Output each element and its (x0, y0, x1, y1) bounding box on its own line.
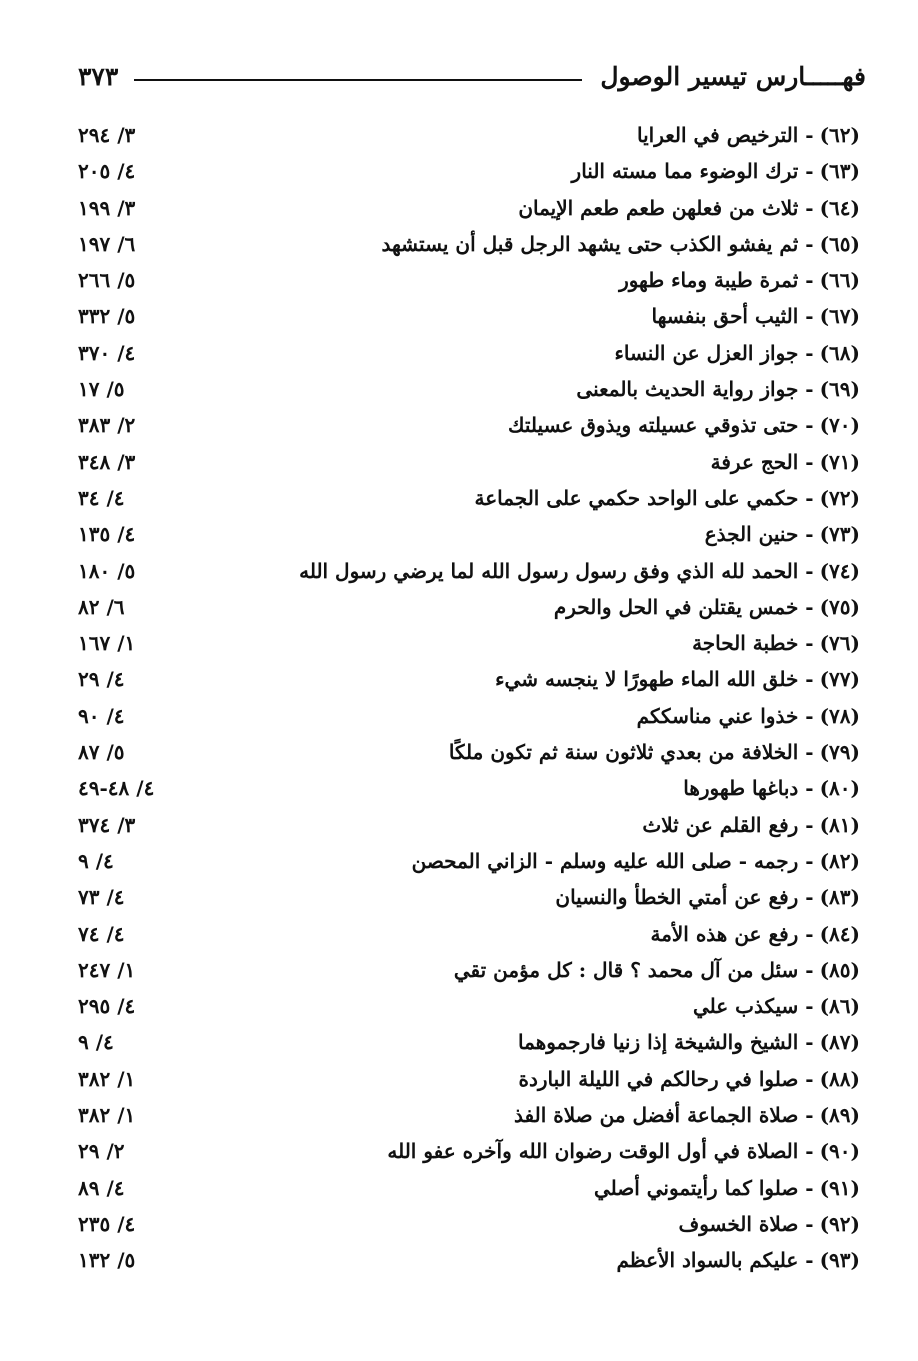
index-entry (78, 770, 860, 806)
index-entry (78, 117, 860, 153)
entry-text: - حتى تذوقي عسيلته ويذوق عسيلتك (508, 413, 814, 438)
entry-heading (678, 1206, 860, 1242)
entry-number: (٧١) (819, 449, 860, 474)
index-entry (78, 916, 860, 952)
running-title: فهـــــارس تيسير الوصول (600, 61, 866, 91)
entry-heading (619, 262, 860, 298)
entry-number: (٧٨) (819, 703, 860, 728)
entry-text: - خلق الله الماء طهورًا لا ينجسه شيء (495, 667, 814, 692)
index-entry (78, 371, 860, 407)
index-entry (78, 407, 860, 443)
entry-number: (٨٤) (819, 921, 860, 946)
entry-reference: ٥/ ١٣٢ (78, 1248, 136, 1273)
entry-number: (٧٥) (819, 594, 860, 619)
entry-number: (٧٦) (819, 631, 860, 656)
header-rule (134, 79, 582, 81)
entry-reference: ٢/ ٢٩ (78, 1139, 125, 1164)
entry-reference: ٤/ ٩ (78, 1030, 114, 1055)
entry-text: - حنين الجذع (704, 522, 814, 547)
entry-heading (514, 1097, 860, 1133)
entry-number: (٩٢) (819, 1211, 860, 1236)
index-entry (78, 480, 860, 516)
entry-heading (594, 1170, 860, 1206)
index-entry (78, 153, 860, 189)
entry-number: (٨٩) (819, 1103, 860, 1128)
entry-heading (495, 661, 860, 697)
entry-number: (٦٥) (819, 231, 860, 256)
entry-reference: ٤/ ٤٨-٤٩ (78, 776, 155, 801)
index-entry (78, 335, 860, 371)
entry-heading (616, 1242, 860, 1278)
entry-text: - الترخيص في العرايا (636, 123, 814, 147)
entry-heading (554, 589, 860, 625)
entry-text: - الخلافة من بعدي ثلاثون سنة ثم تكون ملكًا (448, 740, 814, 765)
entry-reference: ٣/ ٣٧٤ (78, 812, 136, 837)
hadith-index-list (78, 117, 860, 1279)
entry-heading (711, 444, 860, 480)
entry-text: - دباغها طهورها (683, 776, 814, 801)
entry-heading (614, 335, 860, 371)
index-entry (78, 1024, 860, 1060)
entry-heading (381, 226, 860, 262)
entry-reference: ٤/ ١٣٥ (78, 522, 136, 547)
entry-text: - خذوا عني مناسككم (636, 703, 814, 728)
index-entry (78, 879, 860, 915)
entry-text: - رفع القلم عن ثلاث (642, 812, 814, 837)
entry-reference: ٥/ ٣٣٢ (78, 304, 136, 329)
entry-text: - عليكم بالسواد الأعظم (616, 1248, 814, 1273)
entry-number: (٨٢) (819, 848, 860, 873)
page-header (78, 56, 866, 96)
entry-heading (642, 807, 860, 843)
entry-reference: ٦/ ٨٢ (78, 594, 125, 619)
entry-text: - الشيخ والشيخة إذا زنيا فارجموهما (518, 1030, 814, 1055)
index-entry (78, 807, 860, 843)
entry-heading (576, 371, 860, 407)
index-entry (78, 698, 860, 734)
entry-text: - خطبة الحاجة (692, 631, 814, 656)
entry-text: - الصلاة في أول الوقت رضوان الله وآخره عفو الله (387, 1139, 814, 1164)
index-entry (78, 589, 860, 625)
entry-heading (518, 190, 860, 226)
entry-reference: ٥/ ٢٦٦ (78, 268, 136, 293)
entry-reference: ١/ ٣٨٢ (78, 1103, 136, 1128)
entry-reference: ٤/ ٣٤ (78, 485, 125, 510)
entry-reference: ٤/ ٢٩ (78, 667, 125, 692)
entry-number: (٨٠) (819, 776, 860, 801)
entry-reference: ٢/ ٣٨٣ (78, 413, 136, 438)
entry-heading (299, 553, 860, 589)
index-entry (78, 1061, 860, 1097)
entry-number: (٧٧) (819, 667, 860, 692)
entry-heading (637, 117, 860, 153)
index-entry (78, 661, 860, 697)
entry-heading (449, 734, 860, 770)
index-entry (78, 843, 860, 879)
index-entry (78, 734, 860, 770)
entry-text: - ترك الوضوء مما مسته النار (571, 159, 814, 184)
entry-number: (٦٣) (819, 159, 860, 184)
entry-heading (387, 1133, 860, 1169)
entry-heading (412, 843, 860, 879)
entry-number: (٦٤) (819, 195, 860, 220)
entry-reference: ٤/ ٩٠ (78, 703, 125, 728)
entry-reference: ٣/ ٣٤٨ (78, 449, 136, 474)
page-number: ٣٧٣ (78, 61, 119, 91)
entry-heading (705, 516, 860, 552)
entry-text: - ثمرة طيبة وماء طهور (619, 268, 814, 293)
entry-number: (٨١) (819, 812, 860, 837)
entry-heading (652, 298, 860, 334)
index-entry (78, 1206, 860, 1242)
entry-reference: ٣/ ١٩٩ (78, 195, 136, 220)
entry-heading (683, 770, 860, 806)
entry-number: (٨٦) (819, 994, 860, 1019)
entry-number: (٦٢) (819, 123, 860, 147)
entry-reference: ٥/ ٨٧ (78, 740, 125, 765)
entry-number: (٧٣) (819, 522, 860, 547)
entry-text: - سيكذب علي (692, 994, 814, 1019)
entry-reference: ٤/ ٢٣٥ (78, 1211, 136, 1236)
entry-heading (637, 698, 860, 734)
entry-reference: ٥/ ١٨٠ (78, 558, 136, 583)
entry-reference: ١/ ١٦٧ (78, 631, 136, 656)
entry-reference: ١/ ٣٨٢ (78, 1066, 136, 1091)
entry-reference: ٤/ ٧٣ (78, 885, 125, 910)
index-entry (78, 190, 860, 226)
entry-text: - خمس يقتلن في الحل والحرم (553, 594, 814, 619)
entry-text: - صلاة الجماعة أفضل من صلاة الفذ (514, 1103, 814, 1128)
entry-text: - صلاة الخسوف (678, 1211, 814, 1236)
index-entry (78, 262, 860, 298)
entry-reference: ٦/ ١٩٧ (78, 231, 136, 256)
entry-heading (454, 952, 860, 988)
entry-reference: ٤/ ٢٠٥ (78, 159, 136, 184)
entry-heading (508, 407, 860, 443)
entry-heading (650, 916, 860, 952)
entry-number: (٩١) (819, 1175, 860, 1200)
entry-number: (٧٢) (819, 485, 860, 510)
entry-reference: ٥/ ١٧ (78, 377, 125, 402)
entry-heading (518, 1024, 860, 1060)
index-entry (78, 1170, 860, 1206)
entry-reference: ٤/ ٣٧٠ (78, 340, 136, 365)
entry-reference: ٤/ ٩ (78, 848, 114, 873)
entry-text: - جواز العزل عن النساء (614, 340, 814, 365)
entry-reference: ٤/ ٨٩ (78, 1175, 125, 1200)
entry-heading (572, 153, 860, 189)
entry-text: - الحج عرفة (710, 449, 814, 474)
entry-heading (555, 879, 860, 915)
entry-text: - سئل من آل محمد ؟ قال : كل مؤمن تقي (453, 957, 814, 982)
entry-heading (693, 988, 860, 1024)
entry-number: (٨٣) (819, 885, 860, 910)
index-entry (78, 226, 860, 262)
entry-reference: ٣/ ٢٩٤ (78, 123, 136, 147)
entry-number: (٦٦) (819, 268, 860, 293)
entry-reference: ١/ ٢٤٧ (78, 957, 136, 982)
index-entry (78, 1242, 860, 1278)
index-entry (78, 1133, 860, 1169)
entry-text: - رجمه - صلى الله عليه وسلم - الزاني المحصن (411, 848, 814, 873)
entry-heading (474, 480, 860, 516)
entry-number: (٦٩) (819, 377, 860, 402)
entry-text: - ثلاث من فعلهن طعم طعم الإيمان (518, 195, 814, 220)
entry-heading (692, 625, 860, 661)
entry-text: - جواز رواية الحديث بالمعنى (576, 377, 814, 402)
entry-text: - الحمد لله الذي وفق رسول رسول الله لما يرضي رسول الله (299, 558, 814, 583)
entry-number: (٩٠) (819, 1139, 860, 1164)
entry-number: (٨٥) (819, 957, 860, 982)
entry-number: (٦٧) (819, 304, 860, 329)
entry-heading (519, 1061, 861, 1097)
entry-number: (٨٧) (819, 1030, 860, 1055)
entry-reference: ٤/ ٧٤ (78, 921, 125, 946)
index-entry (78, 444, 860, 480)
entry-text: - رفع عن هذه الأمة (650, 921, 814, 946)
entry-number: (٧٤) (819, 558, 860, 583)
index-entry (78, 298, 860, 334)
entry-number: (٧٠) (819, 413, 860, 438)
entry-text: - حكمي على الواحد حكمي على الجماعة (474, 485, 814, 510)
entry-text: - صلوا في رحالكم في الليلة الباردة (518, 1066, 814, 1091)
entry-number: (٨٨) (819, 1066, 860, 1091)
entry-number: (٩٣) (819, 1248, 860, 1273)
entry-text: - ثم يفشو الكذب حتى يشهد الرجل قبل أن يستشهد (381, 231, 814, 256)
index-entry (78, 952, 860, 988)
entry-text: - صلوا كما رأيتموني أصلي (593, 1175, 814, 1200)
index-entry (78, 553, 860, 589)
entry-reference: ٤/ ٢٩٥ (78, 994, 136, 1019)
index-entry (78, 988, 860, 1024)
entry-number: (٦٨) (819, 340, 860, 365)
entry-text: - الثيب أحق بنفسها (651, 304, 814, 329)
index-entry (78, 625, 860, 661)
index-entry (78, 1097, 860, 1133)
index-entry (78, 516, 860, 552)
entry-number: (٧٩) (819, 740, 860, 765)
entry-text: - رفع عن أمتي الخطأ والنسيان (555, 885, 814, 910)
